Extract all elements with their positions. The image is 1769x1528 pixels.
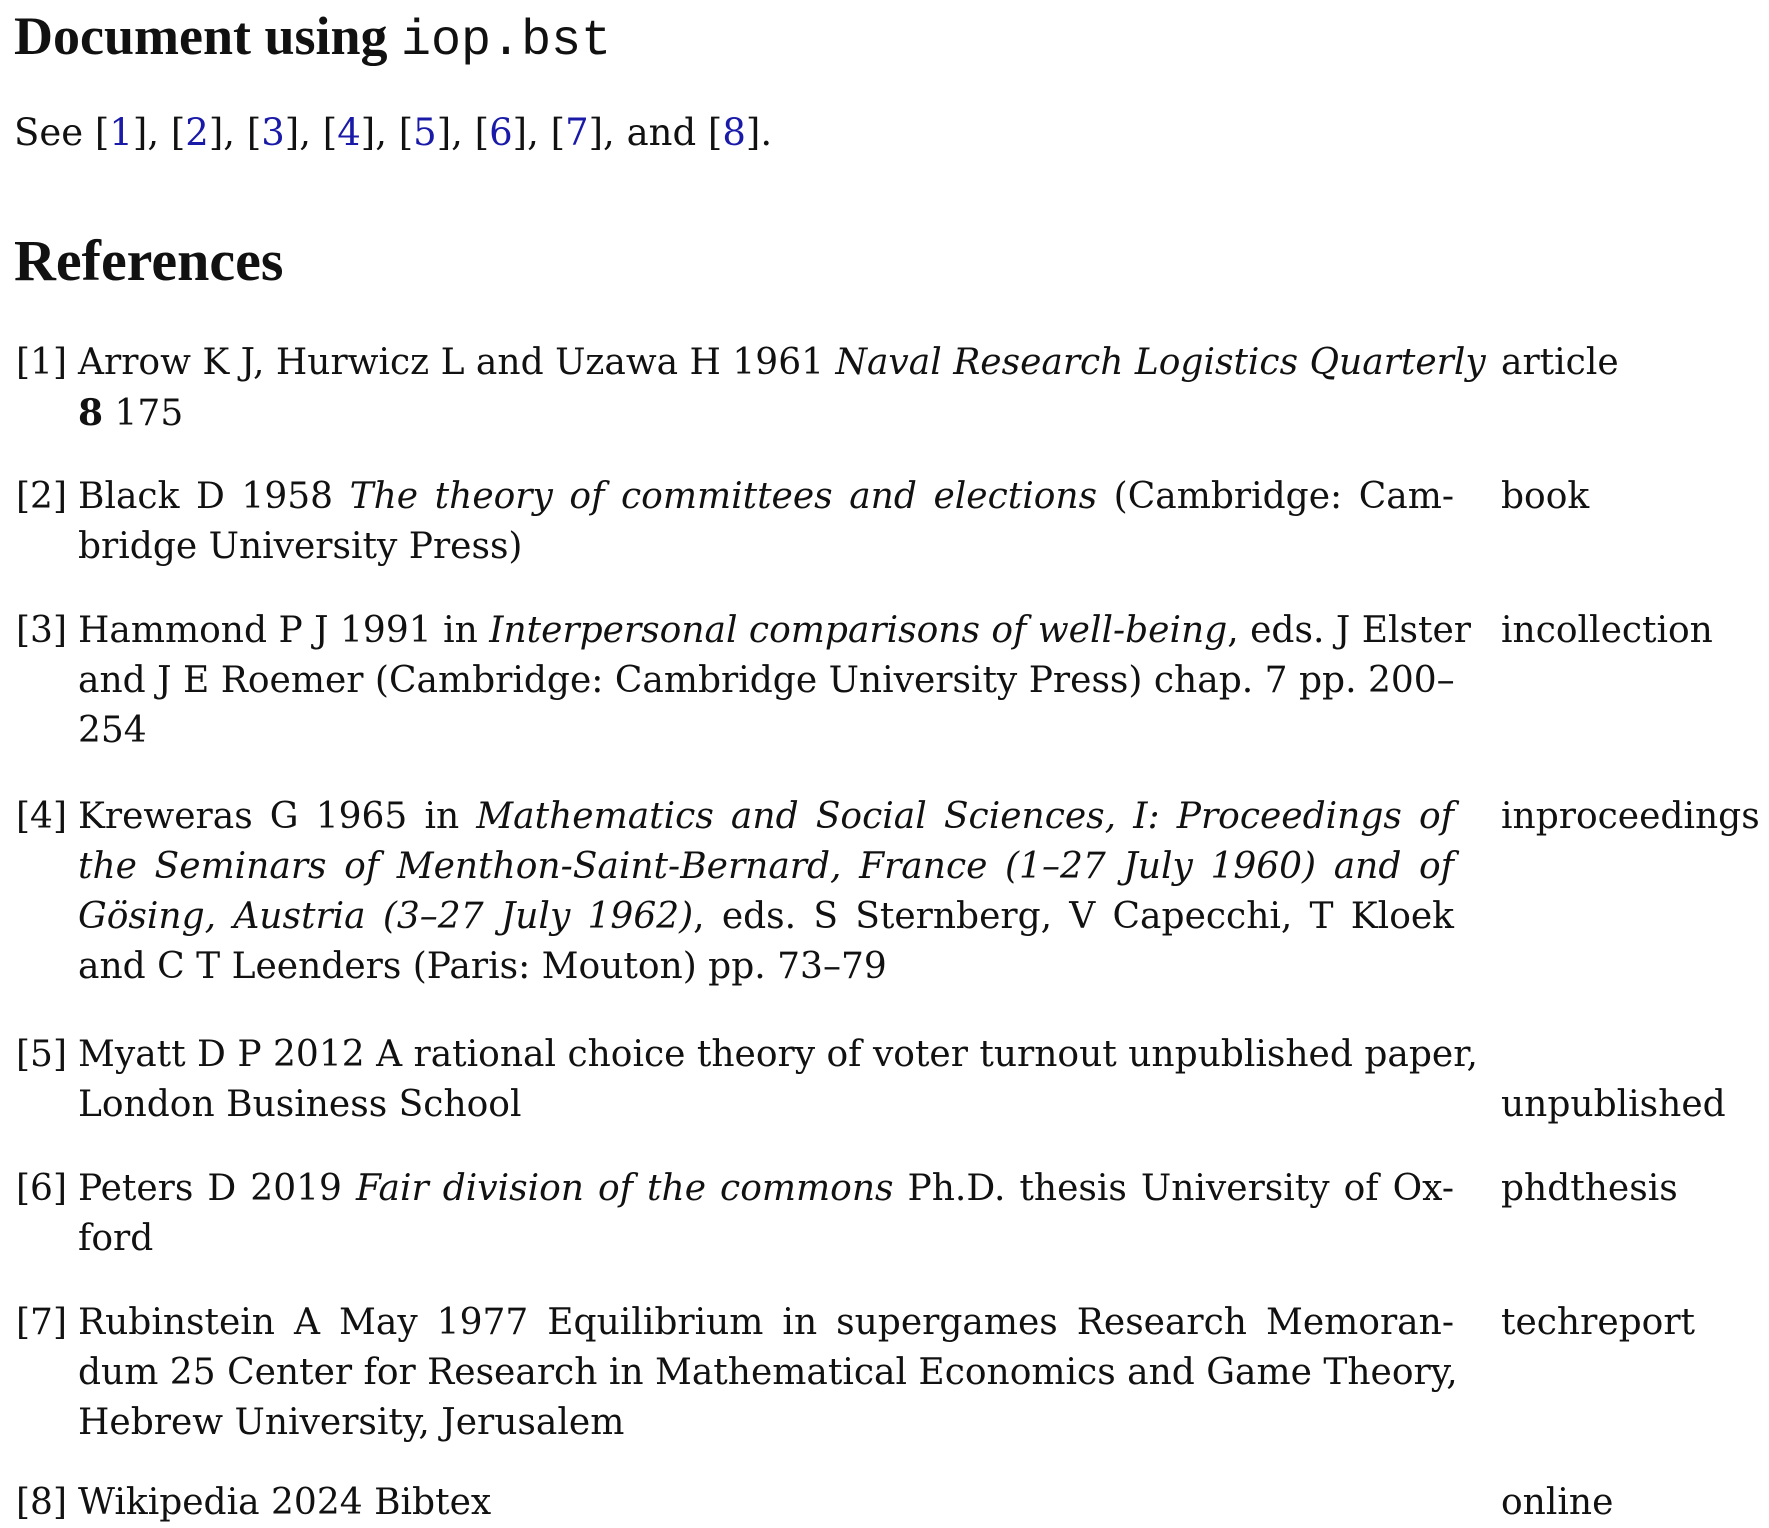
reference-segment: , eds. S Sternberg, V Capecchi, T Kloek bbox=[693, 896, 1454, 937]
reference-line bbox=[78, 1164, 1454, 1214]
reference-text bbox=[78, 792, 1454, 992]
reference-entry-type: unpublished bbox=[1501, 1084, 1726, 1125]
see-prefix: See bbox=[14, 111, 95, 154]
reference-text bbox=[78, 472, 1454, 572]
reference-line bbox=[78, 388, 1454, 438]
reference-entry-type: article bbox=[1501, 342, 1619, 383]
reference-segment: Wikipedia 2024 Bibtex bbox=[78, 1482, 492, 1523]
reference-line bbox=[78, 1348, 1458, 1398]
citation-link-3[interactable]: 3 bbox=[261, 111, 285, 154]
reference-line bbox=[78, 606, 1471, 656]
reference-segment: (Cambridge: Cam- bbox=[1097, 476, 1455, 517]
reference-number: [3] bbox=[16, 610, 67, 651]
italic-title: the Seminars of Menthon-Saint-Bernard, France (1–27 July 1960) and of bbox=[78, 846, 1454, 887]
reference-segment: Hammond P J 1991 in bbox=[78, 610, 490, 651]
document-title bbox=[14, 4, 611, 74]
reference-segment: Hebrew University, Jerusalem bbox=[78, 1402, 625, 1443]
title-text: Document using bbox=[14, 6, 402, 66]
reference-line bbox=[78, 1080, 1454, 1130]
italic-title: Mathematics and Social Sciences, I: Proceedings of bbox=[476, 796, 1454, 837]
reference-text bbox=[78, 338, 1486, 438]
reference-line bbox=[78, 1214, 1454, 1264]
reference-entry-type: book bbox=[1501, 476, 1590, 517]
citation-link-4[interactable]: 4 bbox=[337, 111, 361, 154]
italic-title: Fair division of the commons bbox=[355, 1168, 894, 1209]
reference-line bbox=[78, 472, 1454, 522]
reference-segment: and J E Roemer (Cambridge: Cambridge University Press) chap. 7 pp. 200– bbox=[78, 660, 1455, 701]
see-citations-line: See [1], [2], [3], [4], [5], [6], [7], and [8]. bbox=[14, 111, 773, 154]
reference-text bbox=[78, 606, 1471, 756]
citation-link-7[interactable]: 7 bbox=[565, 111, 589, 154]
reference-line bbox=[78, 942, 1454, 992]
reference-text bbox=[78, 1164, 1454, 1264]
reference-segment: Black D 1958 bbox=[78, 476, 350, 517]
reference-number: [1] bbox=[16, 342, 67, 383]
reference-segment: , eds. J Elster bbox=[1227, 610, 1471, 651]
citation-link-1[interactable]: 1 bbox=[109, 111, 133, 154]
reference-line bbox=[78, 1030, 1478, 1080]
citation-link-5[interactable]: 5 bbox=[413, 111, 437, 154]
reference-entry-type: phdthesis bbox=[1501, 1168, 1678, 1209]
reference-number: [6] bbox=[16, 1168, 67, 1209]
reference-segment: Kreweras G 1965 in bbox=[78, 796, 477, 837]
reference-entry-type: online bbox=[1501, 1482, 1614, 1523]
volume-number: 8 bbox=[78, 392, 104, 434]
reference-text bbox=[78, 1478, 1454, 1528]
reference-line bbox=[78, 792, 1454, 842]
reference-number: [7] bbox=[16, 1302, 67, 1343]
reference-entry-type: techreport bbox=[1501, 1302, 1696, 1343]
reference-entry-type: incollection bbox=[1501, 610, 1713, 651]
reference-line bbox=[78, 1478, 1454, 1528]
reference-segment: ford bbox=[78, 1218, 154, 1259]
reference-line bbox=[78, 338, 1486, 388]
reference-segment: London Business School bbox=[78, 1084, 522, 1125]
reference-number: [8] bbox=[16, 1482, 67, 1523]
reference-segment: 254 bbox=[78, 710, 147, 751]
reference-number: [4] bbox=[16, 796, 67, 837]
reference-segment: Rubinstein A May 1977 Equilibrium in supergames Research Memoran- bbox=[78, 1302, 1454, 1343]
reference-segment: Myatt D P 2012 A rational choice theory of voter turnout unpublished paper, bbox=[78, 1034, 1478, 1075]
reference-segment: 175 bbox=[103, 393, 184, 434]
reference-text bbox=[78, 1030, 1478, 1130]
reference-line bbox=[78, 892, 1454, 942]
citation-link-2[interactable]: 2 bbox=[185, 111, 209, 154]
reference-line bbox=[78, 656, 1454, 706]
reference-entry-type: inproceedings bbox=[1501, 796, 1760, 837]
italic-title: Interpersonal comparisons of well-being bbox=[489, 610, 1228, 651]
reference-number: [2] bbox=[16, 476, 67, 517]
italic-title: Gösing, Austria (3–27 July 1962) bbox=[78, 896, 694, 937]
reference-line bbox=[78, 522, 1454, 572]
citation-link-8[interactable]: 8 bbox=[722, 111, 746, 154]
reference-segment: bridge University Press) bbox=[78, 526, 523, 567]
reference-segment: dum 25 Center for Research in Mathematical Economics and Game Theory, bbox=[78, 1352, 1458, 1393]
reference-text bbox=[78, 1298, 1458, 1448]
citation-link-6[interactable]: 6 bbox=[489, 111, 513, 154]
reference-line bbox=[78, 706, 1454, 756]
see-conjunction: and bbox=[626, 111, 697, 154]
reference-segment: Ph.D. thesis University of Ox- bbox=[893, 1168, 1454, 1209]
references-heading: References bbox=[14, 228, 284, 293]
italic-title: Naval Research Logistics Quarterly bbox=[835, 342, 1486, 383]
reference-segment: Arrow K J, Hurwicz L and Uzawa H 1961 bbox=[78, 342, 836, 383]
reference-number: [5] bbox=[16, 1034, 67, 1075]
title-bst-filename: iop.bst bbox=[401, 13, 612, 70]
reference-line bbox=[78, 842, 1454, 892]
reference-segment: Peters D 2019 bbox=[78, 1168, 356, 1209]
reference-line bbox=[78, 1298, 1454, 1348]
italic-title: The theory of committees and elections bbox=[349, 476, 1098, 517]
reference-segment: and C T Leenders (Paris: Mouton) pp. 73–79 bbox=[78, 946, 887, 987]
reference-line bbox=[78, 1398, 1454, 1448]
